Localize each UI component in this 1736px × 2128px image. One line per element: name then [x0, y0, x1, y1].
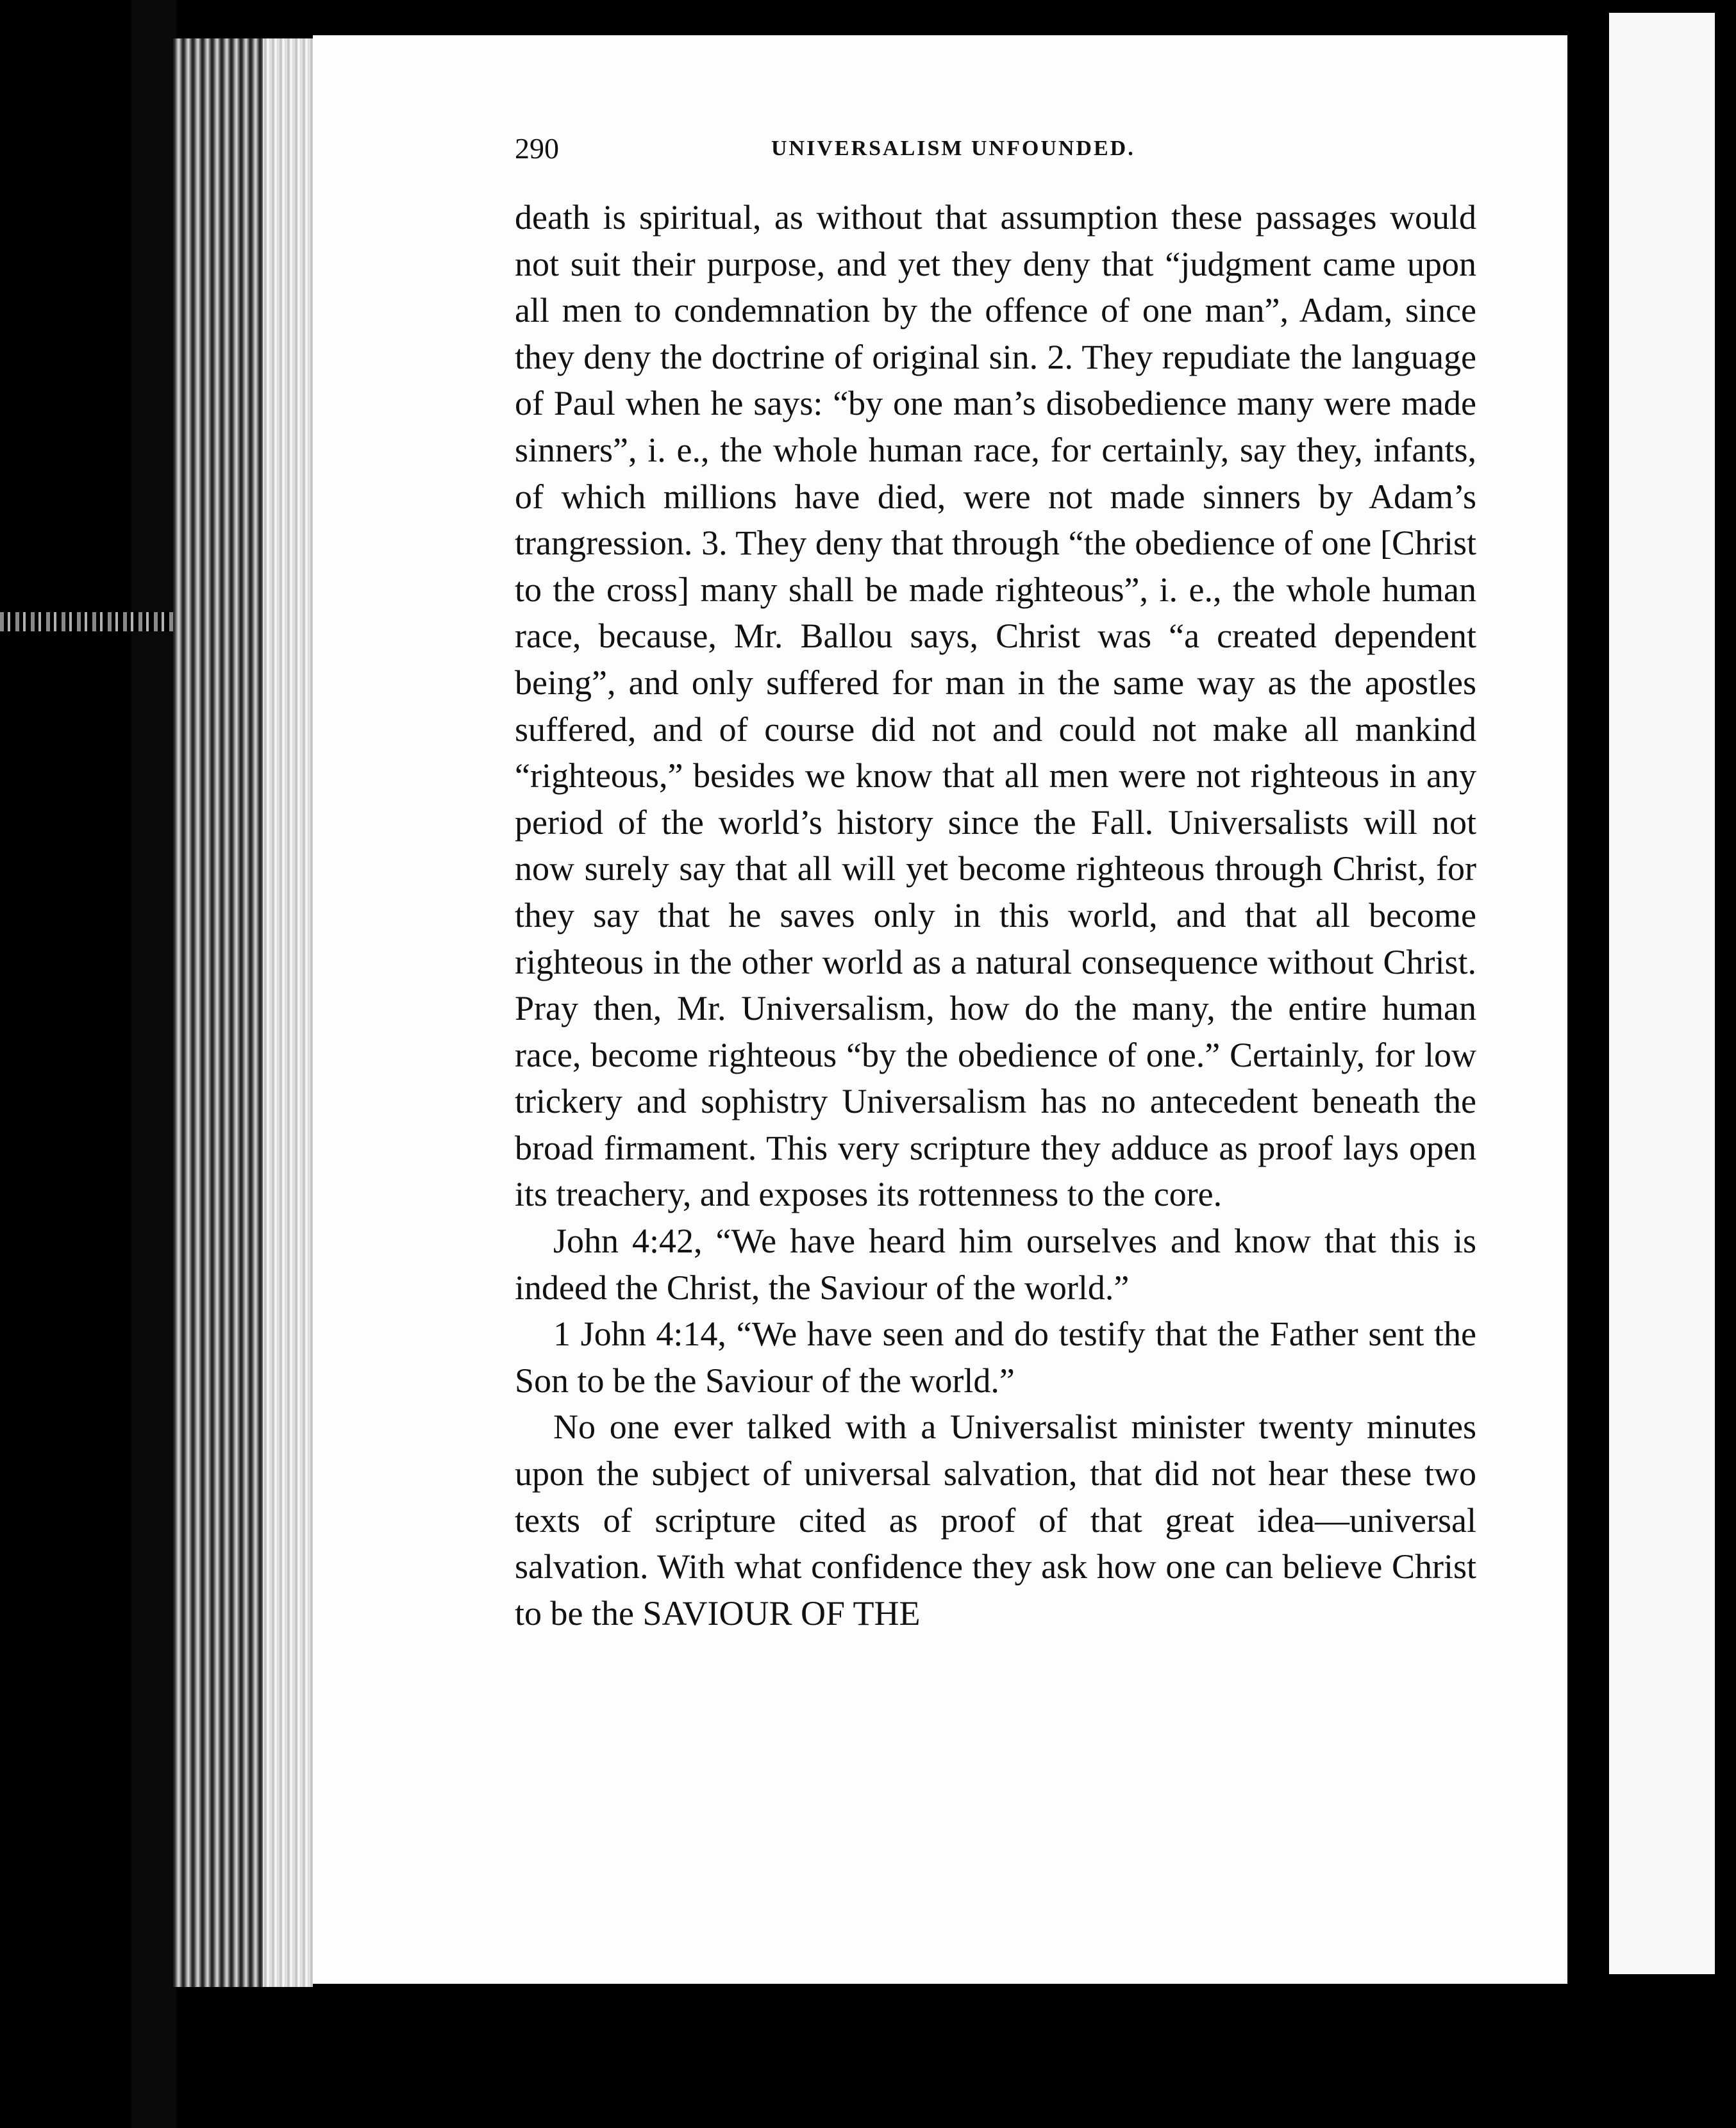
paragraph-4: No one ever talked with a Universalist minister twenty minutes upon the subject of universal salvation, that did not hear these two texts of scripture cited as proof of that great idea—universal salvation. With what confidence they ask how one can believe Christ to be the SAVIOUR OF THE — [515, 1408, 1476, 1633]
scan-bottom-band — [313, 1984, 1659, 2128]
paragraph-1: death is spiritual, as without that assumption these passages would not suit their purpose, and yet they deny that “judgment came upon all men to condemnation by the offence of one man”, Adam, since they deny the doctrine of original sin. 2. They repudiate the language of Paul when he says: “by one man’s disobedience many were made sinners”, i. e., the whole human race, for certainly, say they, infants, of which millions have died, were not made sinners by Adam’s trangression. 3. They deny that through “the obedience of one [Christ to the cross] many shall be made righteous”, i. e., the whole human race, because, Mr. Ballou says, Christ was “a created dependent being”, and only suffered for man in the same way as the apostles suffered, and of course did not and could not make all mankind “righteous,” besides we know that all men were not righteous in any period of the world’s history since the Fall. Universalists will not now surely say that all will yet become righteous through Christ, for they say that he saves only in this world, and that all become righteous in the other world as a natural consequence without Christ. Pray then, Mr. Universalism, how do the many, the entire human race, become righteous “by the obedience of one.” Certainly, for low trickery and sophistry Universalism has no antecedent beneath the broad firmament. This very scripture they adduce as proof lays open its treachery, and exposes its rottenness to the core. — [515, 198, 1476, 1214]
running-head-title: UNIVERSALISM UNFOUNDED. — [771, 137, 1135, 160]
book-binding — [131, 0, 176, 2128]
page-body — [515, 194, 1476, 1636]
facing-page-sliver — [1609, 13, 1715, 1974]
page-edges-light — [263, 38, 314, 1987]
paragraph-3: 1 John 4:14, “We have seen and do testify that the Father sent the Son to be the Saviour of the world.” — [515, 1315, 1476, 1400]
book-page — [313, 35, 1582, 1984]
scan-smudge — [0, 612, 173, 631]
page-number: 290 — [515, 132, 559, 165]
book-gutter — [1567, 0, 1609, 2128]
running-head — [515, 131, 1540, 176]
paragraph-2: John 4:42, “We have heard him ourselves and know that this is indeed the Christ, the Saviour of the world.” — [515, 1222, 1476, 1307]
